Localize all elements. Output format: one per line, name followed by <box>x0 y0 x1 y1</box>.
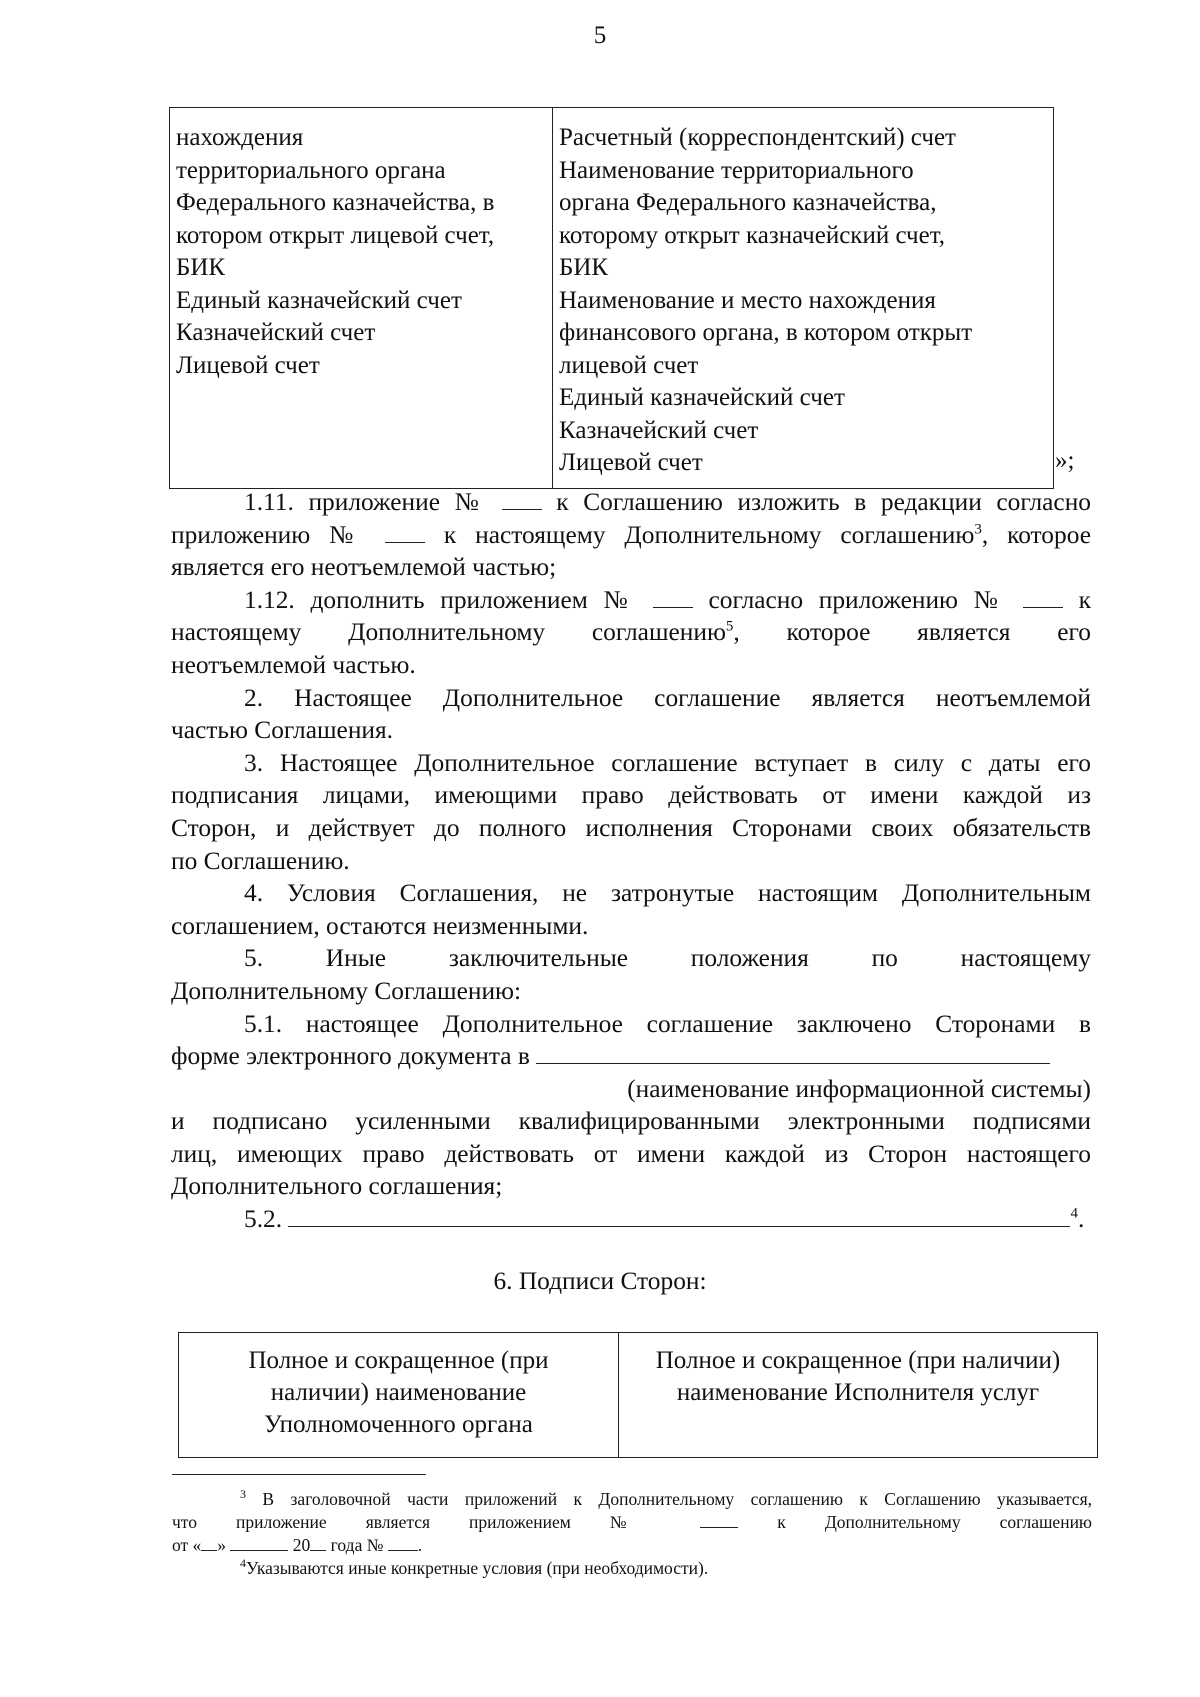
field-caption: (наименование информационной системы) <box>627 1074 1091 1103</box>
paragraph-5-2 <box>171 1203 1091 1236</box>
signature-left-line: Полное и сокращенное (при <box>248 1347 549 1374</box>
footnote-text: Указываются иные конкретные условия (при необходимости). <box>246 1558 709 1578</box>
text-fragment: 1.11. приложение № <box>244 488 488 516</box>
other-conditions-field <box>288 1204 1070 1227</box>
footnote-text: . <box>417 1535 423 1555</box>
blank-field <box>700 1513 738 1528</box>
information-system-field <box>536 1041 1050 1064</box>
text-fragment: к <box>1078 585 1092 614</box>
signature-left-line: Уполномоченного органа <box>264 1411 533 1438</box>
blank-field <box>201 1536 217 1551</box>
footnote-text: к Дополнительному соглашению <box>777 1512 1093 1532</box>
footnote-number: 3 <box>240 1487 246 1502</box>
blank-field <box>653 585 693 608</box>
signature-left-line: наличии) наименование <box>270 1379 527 1406</box>
signatures-table <box>178 1332 1098 1458</box>
requisites-right-line: Наименование и место нахождения <box>559 286 936 314</box>
paragraph-1-11 <box>171 486 1091 519</box>
footnote-text: что приложение является приложением № <box>172 1512 662 1532</box>
requisites-left-line: БИК <box>176 254 226 281</box>
footnote-separator <box>172 1474 426 1475</box>
text-line: частью Соглашения. <box>171 716 394 745</box>
text-fragment: , которое <box>981 520 1091 549</box>
text-fragment: 1.12. дополнить приложением № <box>244 585 638 614</box>
text-line: и подписано усиленными квалифицированными электронными подписями <box>171 1107 1091 1136</box>
blank-field <box>1023 585 1063 608</box>
text-line: соглашением, остаются неизменными. <box>171 911 589 940</box>
requisites-left-line: Лицевой счет <box>176 351 320 379</box>
footnote-text: от « <box>172 1535 202 1555</box>
requisites-table <box>169 107 1054 489</box>
text-line: Дополнительного соглашения; <box>171 1172 503 1201</box>
footnote-text: » <box>217 1535 227 1555</box>
page-number: 5 <box>593 22 607 49</box>
text-fragment: приложению № <box>171 520 366 549</box>
text-fragment: форме электронного документа в <box>171 1042 530 1071</box>
signature-right-line: Полное и сокращенное (при наличии) <box>655 1347 1061 1374</box>
requisites-left-line: Единый казначейский счет <box>176 286 462 314</box>
text-fragment: , которое является его <box>733 618 1092 647</box>
text-fragment: настоящему Дополнительному соглашению <box>171 618 726 647</box>
requisites-right-line: которому открыт казначейский счет, <box>559 221 946 249</box>
requisites-right-line: органа Федерального казначейства, <box>559 189 937 216</box>
footnotes <box>172 1488 1092 1580</box>
text-fragment: . <box>1077 1205 1085 1234</box>
footnote-text: 20 <box>292 1535 311 1555</box>
text-line: 5. Иные заключительные положения по настоящему <box>244 944 1091 973</box>
requisites-left-cell <box>170 108 553 489</box>
paragraph-3 <box>171 747 1091 780</box>
requisites-right-line: Наименование территориального <box>559 156 914 184</box>
requisites-left-line: Федерального казначейства, в <box>176 189 495 216</box>
blank-field <box>502 487 542 510</box>
requisites-right-line: Лицевой счет <box>559 449 703 476</box>
footnote-ref: 5 <box>725 618 734 635</box>
text-line: неотъемлемой частью. <box>171 650 416 679</box>
blank-field <box>310 1536 326 1551</box>
requisites-left-line: Казначейский счет <box>176 319 376 346</box>
paragraph-4 <box>171 877 1091 910</box>
text-line: является его неотъемлемой частью; <box>171 553 557 582</box>
text-line: 5.1. настоящее Дополнительное соглашение заключено Сторонами в <box>244 1009 1091 1038</box>
signatures-title: 6. Подписи Сторон: <box>493 1267 707 1295</box>
paragraph-1-12 <box>171 584 1091 617</box>
paragraph-5 <box>171 942 1091 975</box>
footnote-text: В заголовочной части приложений к Дополнительному соглашению к Соглашению указывается, <box>262 1489 1092 1509</box>
paragraph-2 <box>171 682 1091 715</box>
requisites-right-line: лицевой счет <box>559 351 699 379</box>
blank-field <box>230 1536 288 1551</box>
footnote-ref: 4 <box>1070 1205 1078 1222</box>
signature-left-cell <box>179 1333 619 1458</box>
text-line: лиц, имеющих право действовать от имени каждой из Сторон настоящего <box>171 1139 1091 1168</box>
requisites-right-line: БИК <box>559 254 609 281</box>
paragraph-5-1 <box>171 1008 1091 1041</box>
text-line: Дополнительному Соглашению: <box>171 976 522 1005</box>
requisites-right-cell <box>553 108 1054 489</box>
text-line: 4. Условия Соглашения, не затронутые настоящим Дополнительным <box>244 879 1091 908</box>
text-fragment: согласно приложению № <box>708 585 1008 614</box>
text-fragment: 5.2. <box>244 1205 283 1234</box>
requisites-right-line: Казначейский счет <box>559 416 759 444</box>
text-line: Сторон, и действует до полного исполнения Сторонами своих обязательств <box>171 813 1091 842</box>
signature-right-cell <box>619 1333 1098 1458</box>
text-fragment: к настоящему Дополнительному соглашению <box>443 520 975 549</box>
blank-field <box>388 1536 418 1551</box>
text-line: 3. Настоящее Дополнительное соглашение вступает в силу с даты его <box>244 748 1091 777</box>
requisites-left-line: котором открыт лицевой счет, <box>176 221 495 249</box>
requisites-left-line: нахождения <box>176 124 304 151</box>
text-line: по Соглашению. <box>171 846 350 875</box>
signature-right-line: наименование Исполнителя услуг <box>676 1379 1040 1406</box>
requisites-right-line: финансового органа, в котором открыт <box>559 319 973 346</box>
requisites-left-line: территориального органа <box>176 156 446 184</box>
text-line: подписания лицами, имеющими право действовать от имени каждой из <box>171 781 1091 810</box>
footnote-text: года № <box>330 1535 384 1555</box>
requisites-right-line: Единый казначейский счет <box>559 384 845 411</box>
footnote-ref: 3 <box>974 521 982 538</box>
agreement-body <box>171 486 1091 1236</box>
blank-field <box>385 520 425 543</box>
closing-quote-mark: »; <box>1055 447 1075 474</box>
requisites-right-line: Расчетный (корреспондентский) счет <box>559 124 956 151</box>
text-line: 2. Настоящее Дополнительное соглашение является неотъемлемой <box>244 683 1091 712</box>
footnote-number: 4 <box>240 1556 246 1571</box>
text-fragment: к Соглашению изложить в редакции согласно <box>556 488 1091 516</box>
